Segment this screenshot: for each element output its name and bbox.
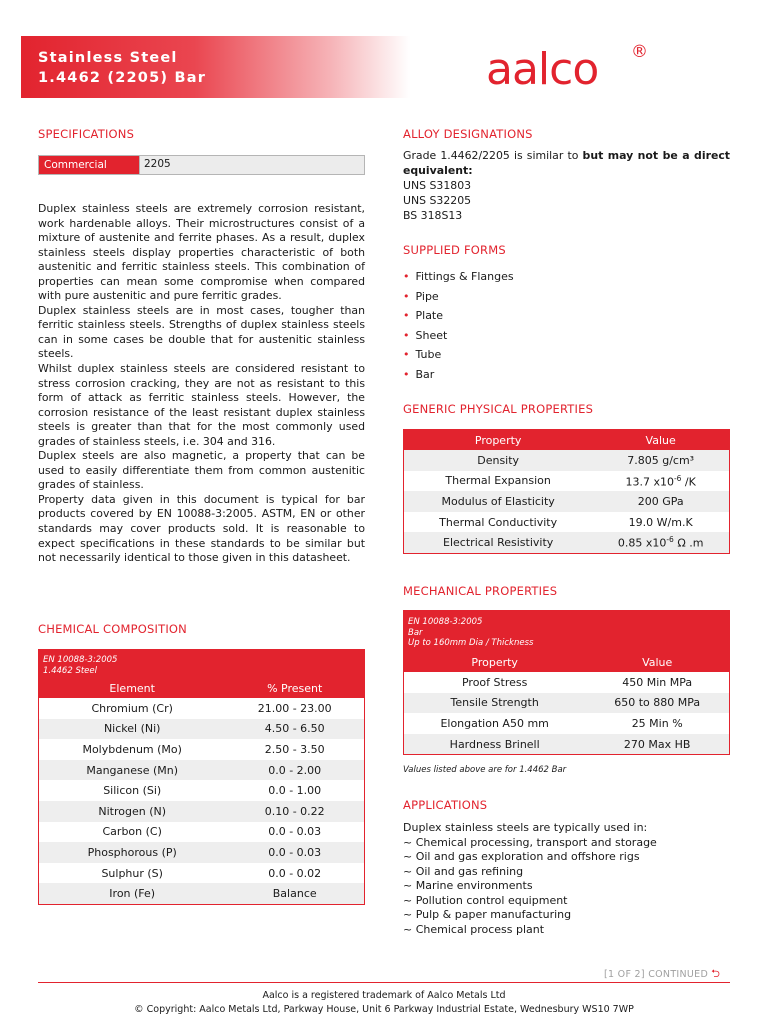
alloy-designations-text [403,148,730,223]
table-row [39,780,364,801]
bullet-icon: • [403,289,410,303]
table-row [404,471,729,492]
aalco-logo: aalco [486,44,599,95]
mechanical-table-header [404,611,729,652]
description-paragraph: Whilst duplex stainless steels are considered resistant to stress corrosion cracking, they are not as resistant to this form of attack as ferritic stainless steels. However, the corrosion resistance of the least resistant duplex stainless steels is greater than that for the most commonly used grades of stainless steels, i.e. 304 and 316. [38,362,365,448]
element-percent: 0.0 - 0.02 [268,866,322,880]
column-header-property: Property [404,652,585,672]
value-exponent: -6 [673,473,682,483]
element-percent: Balance [225,883,364,904]
supplied-forms-list [403,268,514,385]
element-name: Phosphorous (P) [39,842,225,863]
list-item [403,268,514,288]
form-name: Tube [415,348,442,361]
application-item: ~ Chemical processing, transport and storage [403,835,657,849]
table-row [39,863,364,884]
mechanical-properties-heading: MECHANICAL PROPERTIES [403,584,558,598]
table-row [404,734,729,755]
alloy-code: BS 318S13 [403,209,463,222]
application-item: ~ Oil and gas refining [403,864,524,878]
property-value: 650 to 880 MPa [585,693,729,714]
property-value: 19.0 W/m.K [628,515,693,529]
chemical-standard: EN 10088-3:2005 [43,655,118,665]
mechanical-standard: EN 10088-3:2005 [408,617,483,627]
application-item: ~ Pollution control equipment [403,893,568,907]
chemical-composition-heading: CHEMICAL COMPOSITION [38,622,187,636]
application-item: ~ Oil and gas exploration and offshore rigs [403,850,640,863]
chemical-table-header [39,650,364,678]
property-name: Tensile Strength [404,693,585,714]
property-name: Density [404,450,592,471]
property-name: Thermal Expansion [445,474,551,488]
alloy-intro-text: Grade 1.4462/2205 is similar to [403,149,583,162]
table-row [404,512,729,533]
property-name: Thermal Conductivity [439,515,558,529]
element-name: Chromium (Cr) [91,701,173,715]
table-row [39,719,364,740]
table-row [39,842,364,863]
element-name: Iron (Fe) [39,883,225,904]
property-name: Proof Stress [461,675,528,689]
bullet-icon: • [403,348,410,361]
table-row [39,883,364,904]
form-name: Plate [415,309,444,322]
element-percent: 0.0 - 0.03 [268,825,322,839]
form-name: Bar [415,367,435,381]
description-text [38,202,365,566]
registered-mark: ® [631,42,648,62]
column-header-present: % Present [225,678,364,698]
applications-intro: Duplex stainless steels are typically used in: [403,821,648,834]
copyright-notice: © Copyright: Aalco Metals Ltd, Parkway House, Unit 6 Parkway Industrial Estate, Wednesbury WS10 7WP [134,1004,634,1015]
property-value: 450 Min MPa [622,675,693,689]
bullet-icon: • [403,328,410,342]
element-percent: 2.50 - 3.50 [264,742,325,756]
alloy-code: UNS S32205 [403,194,472,207]
table-row [404,672,729,693]
form-name: Pipe [415,289,439,303]
application-item: ~ Marine environments [403,879,533,892]
spec-value: 2205 [139,156,364,174]
mechanical-form: Bar [408,627,423,638]
value-unit: /K [681,475,696,489]
physical-properties-table [403,429,730,554]
property-value: 7.805 g/cm³ [592,450,729,471]
property-name: Electrical Resistivity [404,532,592,553]
table-row [39,698,364,719]
table-row [39,801,364,822]
mechanical-note: Values listed above are for 1.4462 Bar [403,765,567,775]
chemical-composition-table [38,649,365,905]
element-name: Nickel (Ni) [39,719,225,740]
continued-label: [1 OF 2] CONTINUED [604,969,709,980]
property-value: 200 GPa [592,491,729,512]
table-row [39,739,364,760]
specifications-table [38,155,365,175]
property-value: 25 Min % [631,716,683,730]
element-name: Sulphur (S) [101,866,163,880]
property-value [592,471,729,492]
element-name: Molybdenum (Mo) [82,742,182,756]
application-item: ~ Pulp & paper manufacturing [403,908,572,921]
value-base: 0.85 x10 [617,537,667,550]
mechanical-properties-table [403,610,730,755]
property-value [592,532,729,553]
element-name: Manganese (Mn) [39,760,225,781]
footer-divider [38,982,730,983]
description-paragraph: Property data given in this document is typical for bar products covered by EN 10088-3:2005. ASTM, EN or other standards may cover products sold. It is reasonable to expect specifications in these standards to be similar but not necessarily identical to those given in this datasheet. [38,492,365,565]
property-value: 270 Max HB [585,734,729,755]
bullet-icon: • [403,367,410,381]
mechanical-size: Up to 160mm Dia / Thickness [408,638,534,648]
element-name: Carbon (C) [102,825,162,839]
title-line-1: Stainless Steel [38,50,178,66]
property-name: Modulus of Elasticity [404,491,592,512]
description-paragraph: Duplex stainless steels are in most cases, tougher than ferritic stainless steels. Strengths of duplex stainless steels can in some cases be double that for austenitic stainless steels. [38,303,365,361]
column-header-value: Value [585,652,729,672]
column-header-value: Value [592,430,729,450]
table-row [404,491,729,512]
form-name: Fittings & Flanges [415,270,514,283]
header-edge [18,36,21,98]
element-percent: 0.10 - 0.22 [225,801,364,822]
value-base: 13.7 x10 [625,475,674,489]
property-name: Hardness Brinell [404,734,585,755]
applications-text [403,821,730,937]
form-name: Sheet [415,328,448,342]
bullet-icon: • [403,270,410,283]
title-line-2: 1.4462 (2205) Bar [38,70,207,86]
alloy-code: UNS S31803 [403,179,472,192]
column-header-element: Element [39,678,225,698]
trademark-notice: Aalco is a registered trademark of Aalco Metals Ltd [262,990,506,1001]
list-item [403,366,514,386]
list-item [403,346,514,366]
element-percent: 0.0 - 1.00 [268,784,322,798]
value-exponent: -6 [666,535,674,545]
table-row [404,450,729,471]
alloy-designations-heading: ALLOY DESIGNATIONS [403,127,533,141]
element-percent: 0.0 - 2.00 [225,760,364,781]
applications-heading: APPLICATIONS [403,798,488,812]
property-name: Elongation A50 mm [440,716,549,730]
value-unit: Ω .m [673,537,704,550]
specifications-heading: SPECIFICATIONS [38,127,135,141]
table-row [404,532,729,553]
table-row [404,693,729,714]
continue-arrow-icon: ⮌ [711,967,721,980]
element-name: Silicon (Si) [103,784,162,798]
list-item [403,288,514,308]
table-row [39,760,364,781]
document-title [38,48,206,88]
list-item [403,327,514,347]
element-name: Nitrogen (N) [39,801,225,822]
bullet-icon: • [403,309,410,322]
list-item [403,307,514,327]
element-percent: 21.00 - 23.00 [257,701,332,715]
alloy-intro [403,148,730,178]
spec-key: Commercial [39,156,139,174]
description-paragraph: Duplex steels are also magnetic, a property that can be used to easily differentiate them from common austenitic grades of stainless. [38,449,365,492]
description-paragraph: Duplex stainless steels are extremely corrosion resistant, work hardenable alloys. Their microstructures consist of a mixture of austenite and ferrite phases. As a result, duplex stainless steels display properties characteristic of both austenitic and ferritic stainless steels. This combination of properties can mean some compromise when compared with pure austenitic and pure ferritic grades. [38,202,365,303]
table-row [39,822,364,843]
chemical-grade: 1.4462 Steel [43,665,97,676]
element-percent: 0.0 - 0.03 [225,842,364,863]
column-header-property: Property [404,430,592,450]
physical-properties-heading: GENERIC PHYSICAL PROPERTIES [403,402,594,416]
table-row [404,713,729,734]
application-item: ~ Chemical process plant [403,922,545,936]
element-percent: 4.50 - 6.50 [225,719,364,740]
alloy-intro-bold: but may not be a direct equivalent: [403,149,730,177]
supplied-forms-heading: SUPPLIED FORMS [403,243,506,257]
